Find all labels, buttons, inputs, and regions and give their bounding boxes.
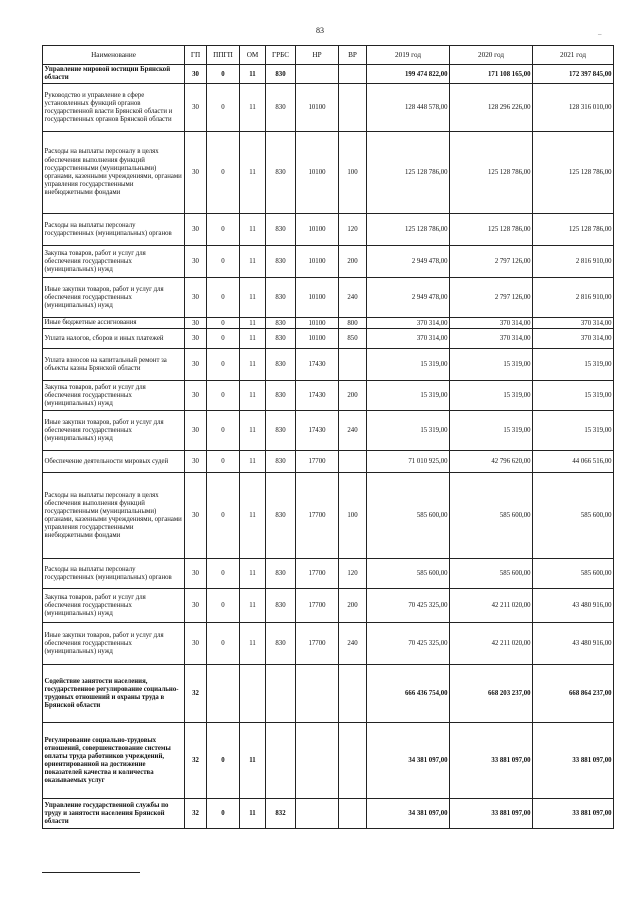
cell-grbs: 830	[266, 84, 296, 132]
cell-y2020: 42 211 020,00	[450, 589, 533, 623]
table-row	[43, 278, 614, 318]
cell-y2019: 34 381 097,00	[367, 799, 450, 829]
cell-y2019: 199 474 822,00	[367, 65, 450, 84]
cell-nr: 17430	[296, 381, 339, 411]
cell-om: 11	[240, 559, 266, 589]
table-row	[43, 246, 614, 278]
cell-om: 11	[240, 451, 266, 473]
cell-y2021: 585 600,00	[533, 473, 614, 559]
cell-y2020: 171 108 165,00	[450, 65, 533, 84]
cell-vr: 200	[339, 246, 367, 278]
cell-ppgp: 0	[207, 623, 240, 665]
cell-grbs: 830	[266, 381, 296, 411]
table-row	[43, 473, 614, 559]
cell-om: 11	[240, 623, 266, 665]
cell-om: 11	[240, 246, 266, 278]
cell-y2019: 70 425 325,00	[367, 623, 450, 665]
cell-nr: 17430	[296, 411, 339, 451]
budget-table	[42, 45, 614, 829]
cell-y2019: 666 436 754,00	[367, 665, 450, 723]
cell-nr: 10100	[296, 132, 339, 214]
cell-ppgp: 0	[207, 246, 240, 278]
cell-gp: 32	[185, 799, 207, 829]
cell-y2021: 668 864 237,00	[533, 665, 614, 723]
cell-y2019: 15 319,00	[367, 411, 450, 451]
cell-y2020: 125 128 786,00	[450, 132, 533, 214]
cell-grbs: 830	[266, 329, 296, 349]
table-row	[43, 84, 614, 132]
cell-ppgp: 0	[207, 278, 240, 318]
header-name: Наименование	[43, 46, 185, 65]
cell-grbs: 830	[266, 214, 296, 246]
cell-y2021: 2 816 910,00	[533, 246, 614, 278]
cell-gp: 30	[185, 473, 207, 559]
cell-grbs: 830	[266, 623, 296, 665]
cell-om: 11	[240, 278, 266, 318]
cell-gp: 30	[185, 349, 207, 381]
cell-nr: 10100	[296, 318, 339, 329]
cell-y2019: 125 128 786,00	[367, 132, 450, 214]
cell-name: Расходы на выплаты персоналу в целях обеспечения выполнения функций государственными (муниципальными) органами, казенными учреждениями, органами управления государственными внебюджетными фондами	[43, 473, 185, 559]
cell-nr: 17700	[296, 451, 339, 473]
cell-y2020: 2 797 126,00	[450, 246, 533, 278]
cell-y2019: 15 319,00	[367, 349, 450, 381]
cell-name: Расходы на выплаты персоналу государственных (муниципальных) органов	[43, 214, 185, 246]
cell-gp: 30	[185, 132, 207, 214]
cell-y2020: 33 881 097,00	[450, 799, 533, 829]
cell-ppgp: 0	[207, 329, 240, 349]
cell-ppgp: 0	[207, 65, 240, 84]
cell-om: 11	[240, 65, 266, 84]
cell-gp: 30	[185, 411, 207, 451]
header-vr: ВР	[339, 46, 367, 65]
cell-y2019: 34 381 097,00	[367, 723, 450, 799]
cell-grbs: 830	[266, 349, 296, 381]
cell-gp: 30	[185, 623, 207, 665]
cell-gp: 32	[185, 723, 207, 799]
cell-y2020: 370 314,00	[450, 329, 533, 349]
cell-ppgp: 0	[207, 559, 240, 589]
cell-gp: 30	[185, 329, 207, 349]
cell-vr: 200	[339, 589, 367, 623]
cell-grbs	[266, 723, 296, 799]
table-row	[43, 411, 614, 451]
cell-vr: 120	[339, 559, 367, 589]
cell-vr: 200	[339, 381, 367, 411]
cell-name: Расходы на выплаты персоналу в целях обеспечения выполнения функций государственными (муниципальными) органами, казенными учреждениями, органами управления государственными внебюджетными фондами	[43, 132, 185, 214]
table-row	[43, 214, 614, 246]
cell-y2020: 15 319,00	[450, 349, 533, 381]
cell-y2020: 2 797 126,00	[450, 278, 533, 318]
cell-y2021: 33 881 097,00	[533, 723, 614, 799]
cell-name: Управление мировой юстиции Брянской области	[43, 65, 185, 84]
table-row	[43, 723, 614, 799]
table-header-row	[43, 46, 614, 65]
cell-y2021: 125 128 786,00	[533, 132, 614, 214]
cell-y2019: 128 448 578,00	[367, 84, 450, 132]
table-row	[43, 349, 614, 381]
cell-vr: 240	[339, 411, 367, 451]
cell-om: 11	[240, 214, 266, 246]
cell-y2020: 128 296 226,00	[450, 84, 533, 132]
cell-nr: 10100	[296, 329, 339, 349]
cell-y2021: 33 881 097,00	[533, 799, 614, 829]
header-2019: 2019 год	[367, 46, 450, 65]
cell-gp: 30	[185, 84, 207, 132]
cell-grbs: 830	[266, 451, 296, 473]
cell-y2021: 370 314,00	[533, 329, 614, 349]
header-ppgp: ППГП	[207, 46, 240, 65]
cell-om: 11	[240, 799, 266, 829]
cell-grbs: 830	[266, 559, 296, 589]
cell-om: 11	[240, 589, 266, 623]
cell-nr	[296, 665, 339, 723]
cell-name: Обеспечение деятельности мировых судей	[43, 451, 185, 473]
cell-nr: 10100	[296, 84, 339, 132]
cell-y2019: 125 128 786,00	[367, 214, 450, 246]
cell-y2020: 668 203 237,00	[450, 665, 533, 723]
header-om: ОМ	[240, 46, 266, 65]
cell-name: Уплата взносов на капитальный ремонт за объекты казны Брянской области	[43, 349, 185, 381]
cell-name: Руководство и управление в сфере установленных функций органов государственной власти Брянской области и государственных органов Брянской области	[43, 84, 185, 132]
corner-mark: –	[598, 30, 602, 38]
header-gp: ГП	[185, 46, 207, 65]
cell-ppgp: 0	[207, 84, 240, 132]
cell-y2021: 43 480 916,00	[533, 589, 614, 623]
cell-vr	[339, 349, 367, 381]
cell-y2019: 71 010 925,00	[367, 451, 450, 473]
cell-vr: 240	[339, 278, 367, 318]
cell-nr: 17430	[296, 349, 339, 381]
cell-name: Иные закупки товаров, работ и услуг для обеспечения государственных (муниципальных) нужд	[43, 278, 185, 318]
cell-grbs	[266, 665, 296, 723]
cell-ppgp: 0	[207, 318, 240, 329]
cell-nr: 10100	[296, 278, 339, 318]
cell-y2020: 585 600,00	[450, 473, 533, 559]
cell-y2021: 15 319,00	[533, 411, 614, 451]
cell-ppgp: 0	[207, 214, 240, 246]
header-2021: 2021 год	[533, 46, 614, 65]
cell-y2020: 585 600,00	[450, 559, 533, 589]
cell-gp: 30	[185, 318, 207, 329]
cell-vr	[339, 84, 367, 132]
cell-ppgp: 0	[207, 473, 240, 559]
cell-nr: 17700	[296, 623, 339, 665]
cell-ppgp: 0	[207, 349, 240, 381]
cell-y2021: 125 128 786,00	[533, 214, 614, 246]
cell-vr: 100	[339, 473, 367, 559]
cell-name: Иные бюджетные ассигнования	[43, 318, 185, 329]
cell-y2021: 370 314,00	[533, 318, 614, 329]
cell-om: 11	[240, 318, 266, 329]
cell-y2021: 15 319,00	[533, 381, 614, 411]
cell-y2020: 42 796 620,00	[450, 451, 533, 473]
cell-y2019: 585 600,00	[367, 473, 450, 559]
cell-y2021: 44 066 516,00	[533, 451, 614, 473]
table-row	[43, 132, 614, 214]
cell-y2021: 15 319,00	[533, 349, 614, 381]
cell-ppgp: 0	[207, 723, 240, 799]
bottom-cell-border	[42, 872, 140, 873]
cell-grbs: 830	[266, 246, 296, 278]
cell-om: 11	[240, 381, 266, 411]
page-number: 83	[316, 26, 324, 35]
cell-om: 11	[240, 84, 266, 132]
cell-y2020: 15 319,00	[450, 381, 533, 411]
cell-y2021: 2 816 910,00	[533, 278, 614, 318]
cell-name: Закупка товаров, работ и услуг для обеспечения государственных (муниципальных) нужд	[43, 589, 185, 623]
cell-gp: 32	[185, 665, 207, 723]
header-2020: 2020 год	[450, 46, 533, 65]
cell-vr: 850	[339, 329, 367, 349]
cell-nr	[296, 723, 339, 799]
cell-vr: 100	[339, 132, 367, 214]
cell-y2019: 370 314,00	[367, 318, 450, 329]
cell-grbs: 830	[266, 318, 296, 329]
cell-vr: 240	[339, 623, 367, 665]
cell-y2019: 15 319,00	[367, 381, 450, 411]
cell-name: Закупка товаров, работ и услуг для обеспечения государственных (муниципальных) нужд	[43, 246, 185, 278]
cell-om: 11	[240, 723, 266, 799]
cell-y2019: 370 314,00	[367, 329, 450, 349]
cell-name: Расходы на выплаты персоналу государственных (муниципальных) органов	[43, 559, 185, 589]
cell-ppgp: 0	[207, 451, 240, 473]
cell-gp: 30	[185, 589, 207, 623]
cell-nr: 17700	[296, 589, 339, 623]
cell-vr: 120	[339, 214, 367, 246]
table-row	[43, 451, 614, 473]
cell-name: Уплата налогов, сборов и иных платежей	[43, 329, 185, 349]
cell-vr: 800	[339, 318, 367, 329]
cell-name: Управление государственной службы по труду и занятости населения Брянской области	[43, 799, 185, 829]
cell-vr	[339, 665, 367, 723]
cell-gp: 30	[185, 246, 207, 278]
cell-gp: 30	[185, 451, 207, 473]
cell-om: 11	[240, 473, 266, 559]
cell-name: Закупка товаров, работ и услуг для обеспечения государственных (муниципальных) нужд	[43, 381, 185, 411]
cell-vr	[339, 451, 367, 473]
cell-name: Иные закупки товаров, работ и услуг для обеспечения государственных (муниципальных) нужд	[43, 623, 185, 665]
cell-name: Содействие занятости населения, государственное регулирование социально-трудовых отношений и охраны труда в Брянской области	[43, 665, 185, 723]
cell-gp: 30	[185, 381, 207, 411]
table-row	[43, 329, 614, 349]
cell-nr: 17700	[296, 559, 339, 589]
cell-y2021: 43 480 916,00	[533, 623, 614, 665]
cell-grbs: 830	[266, 278, 296, 318]
table-row	[43, 665, 614, 723]
cell-grbs: 830	[266, 473, 296, 559]
cell-vr	[339, 723, 367, 799]
header-grbs: ГРБС	[266, 46, 296, 65]
cell-nr	[296, 799, 339, 829]
cell-y2020: 370 314,00	[450, 318, 533, 329]
cell-y2019: 2 949 478,00	[367, 278, 450, 318]
cell-om: 11	[240, 329, 266, 349]
cell-nr: 17700	[296, 473, 339, 559]
cell-gp: 30	[185, 559, 207, 589]
table-row	[43, 318, 614, 329]
cell-ppgp: 0	[207, 589, 240, 623]
cell-name: Иные закупки товаров, работ и услуг для обеспечения государственных (муниципальных) нужд	[43, 411, 185, 451]
cell-gp: 30	[185, 214, 207, 246]
cell-gp: 30	[185, 278, 207, 318]
cell-y2020: 15 319,00	[450, 411, 533, 451]
table-row	[43, 799, 614, 829]
cell-om	[240, 665, 266, 723]
cell-ppgp: 0	[207, 132, 240, 214]
table-row	[43, 589, 614, 623]
cell-grbs: 832	[266, 799, 296, 829]
table-row	[43, 65, 614, 84]
cell-ppgp	[207, 665, 240, 723]
cell-ppgp: 0	[207, 381, 240, 411]
cell-name: Регулирование социально-трудовых отношений, совершенствование системы оплаты труда работников учреждений, ориентированной на достижение показателей качества и количества оказываемых услуг	[43, 723, 185, 799]
cell-nr	[296, 65, 339, 84]
cell-y2021: 128 316 010,00	[533, 84, 614, 132]
cell-y2019: 585 600,00	[367, 559, 450, 589]
cell-om: 11	[240, 411, 266, 451]
table-row	[43, 381, 614, 411]
header-nr: НР	[296, 46, 339, 65]
cell-vr	[339, 65, 367, 84]
cell-y2020: 33 881 097,00	[450, 723, 533, 799]
cell-y2020: 42 211 020,00	[450, 623, 533, 665]
cell-ppgp: 0	[207, 799, 240, 829]
table-row	[43, 559, 614, 589]
cell-gp: 30	[185, 65, 207, 84]
table-row	[43, 623, 614, 665]
cell-grbs: 830	[266, 589, 296, 623]
cell-y2019: 70 425 325,00	[367, 589, 450, 623]
cell-nr: 10100	[296, 214, 339, 246]
cell-ppgp: 0	[207, 411, 240, 451]
cell-y2021: 172 397 845,00	[533, 65, 614, 84]
cell-grbs: 830	[266, 65, 296, 84]
cell-om: 11	[240, 132, 266, 214]
cell-grbs: 830	[266, 132, 296, 214]
cell-grbs: 830	[266, 411, 296, 451]
cell-y2021: 585 600,00	[533, 559, 614, 589]
cell-y2019: 2 949 478,00	[367, 246, 450, 278]
cell-nr: 10100	[296, 246, 339, 278]
cell-vr	[339, 799, 367, 829]
cell-y2020: 125 128 786,00	[450, 214, 533, 246]
cell-om: 11	[240, 349, 266, 381]
